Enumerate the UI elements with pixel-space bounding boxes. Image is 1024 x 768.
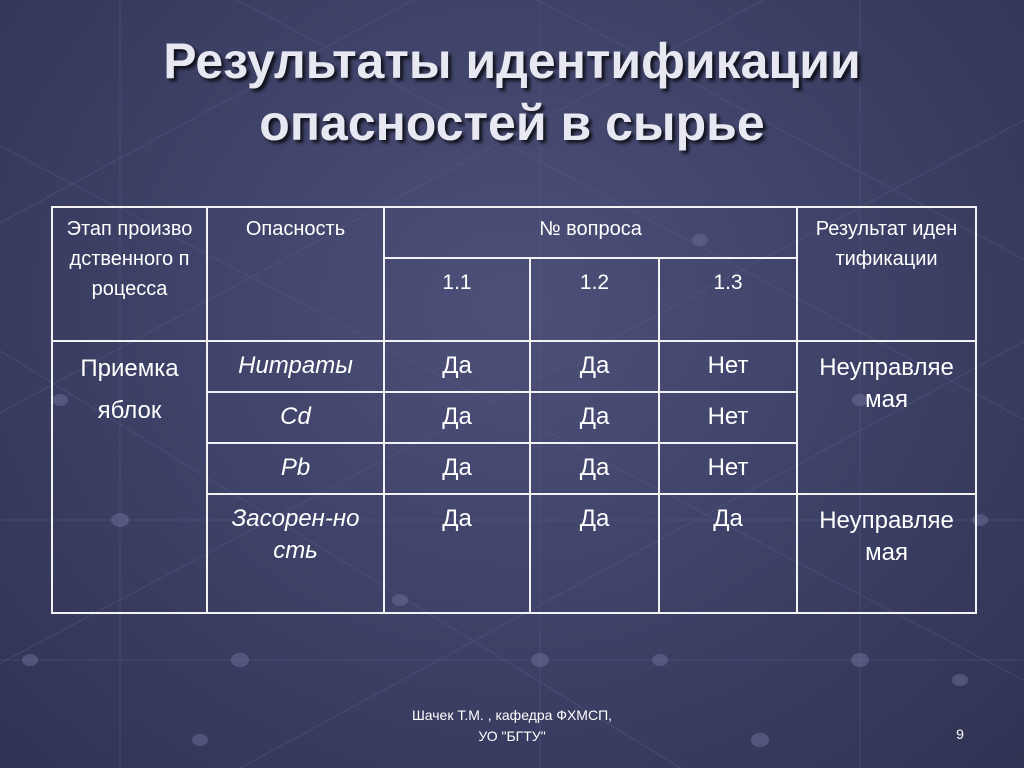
header-question-1-1: 1.1 bbox=[384, 258, 530, 341]
header-result bbox=[797, 207, 976, 341]
answer-cell: Да bbox=[530, 341, 659, 392]
slide-title-line-1: Результаты идентификации bbox=[163, 33, 861, 89]
header-question-1-3: 1.3 bbox=[659, 258, 797, 341]
stage-value: Приемка яблок bbox=[80, 355, 179, 424]
answer-cell: Да bbox=[384, 341, 530, 392]
answer-cell: Да bbox=[530, 392, 659, 443]
slide-title bbox=[0, 30, 1024, 154]
header-hazard: Опасность bbox=[207, 207, 384, 341]
footer-author-line-1: Шачек Т.М. , кафедра ФХМСП, bbox=[411, 707, 613, 723]
page-number: 9 bbox=[956, 726, 964, 742]
answer-cell: Да bbox=[384, 494, 530, 613]
slide-title-line-2: опасностей в сырье bbox=[259, 95, 765, 151]
result-value: Неуправляемая bbox=[819, 354, 954, 413]
table-row bbox=[52, 341, 976, 392]
hazard-cell: Cd bbox=[207, 392, 384, 443]
header-stage-label: Этап производственного процесса bbox=[66, 218, 193, 300]
hazard-cell: Нитраты bbox=[207, 341, 384, 392]
header-question-1-2: 1.2 bbox=[530, 258, 659, 341]
answer-cell: Да bbox=[659, 494, 797, 613]
answer-cell: Нет bbox=[659, 392, 797, 443]
answer-cell: Да bbox=[530, 494, 659, 613]
footer-author bbox=[372, 705, 652, 747]
result-cell bbox=[797, 494, 976, 613]
answer-cell: Да bbox=[530, 443, 659, 494]
answer-cell: Нет bbox=[659, 443, 797, 494]
answer-cell: Нет bbox=[659, 341, 797, 392]
hazard-cell: Pb bbox=[207, 443, 384, 494]
stage-cell bbox=[52, 341, 207, 613]
hazard-identification-table bbox=[51, 206, 977, 614]
answer-cell: Да bbox=[384, 392, 530, 443]
hazard-cell bbox=[207, 494, 384, 613]
result-cell bbox=[797, 341, 976, 494]
footer-author-line-2: УО "БГТУ" bbox=[478, 728, 546, 744]
answer-cell: Да bbox=[384, 443, 530, 494]
header-question-number: № вопроса bbox=[384, 207, 797, 258]
header-result-label: Результат идентификации bbox=[815, 218, 958, 270]
hazard-value: Засорен-ность bbox=[231, 505, 360, 564]
header-stage bbox=[52, 207, 207, 341]
result-value: Неуправляемая bbox=[819, 507, 954, 566]
